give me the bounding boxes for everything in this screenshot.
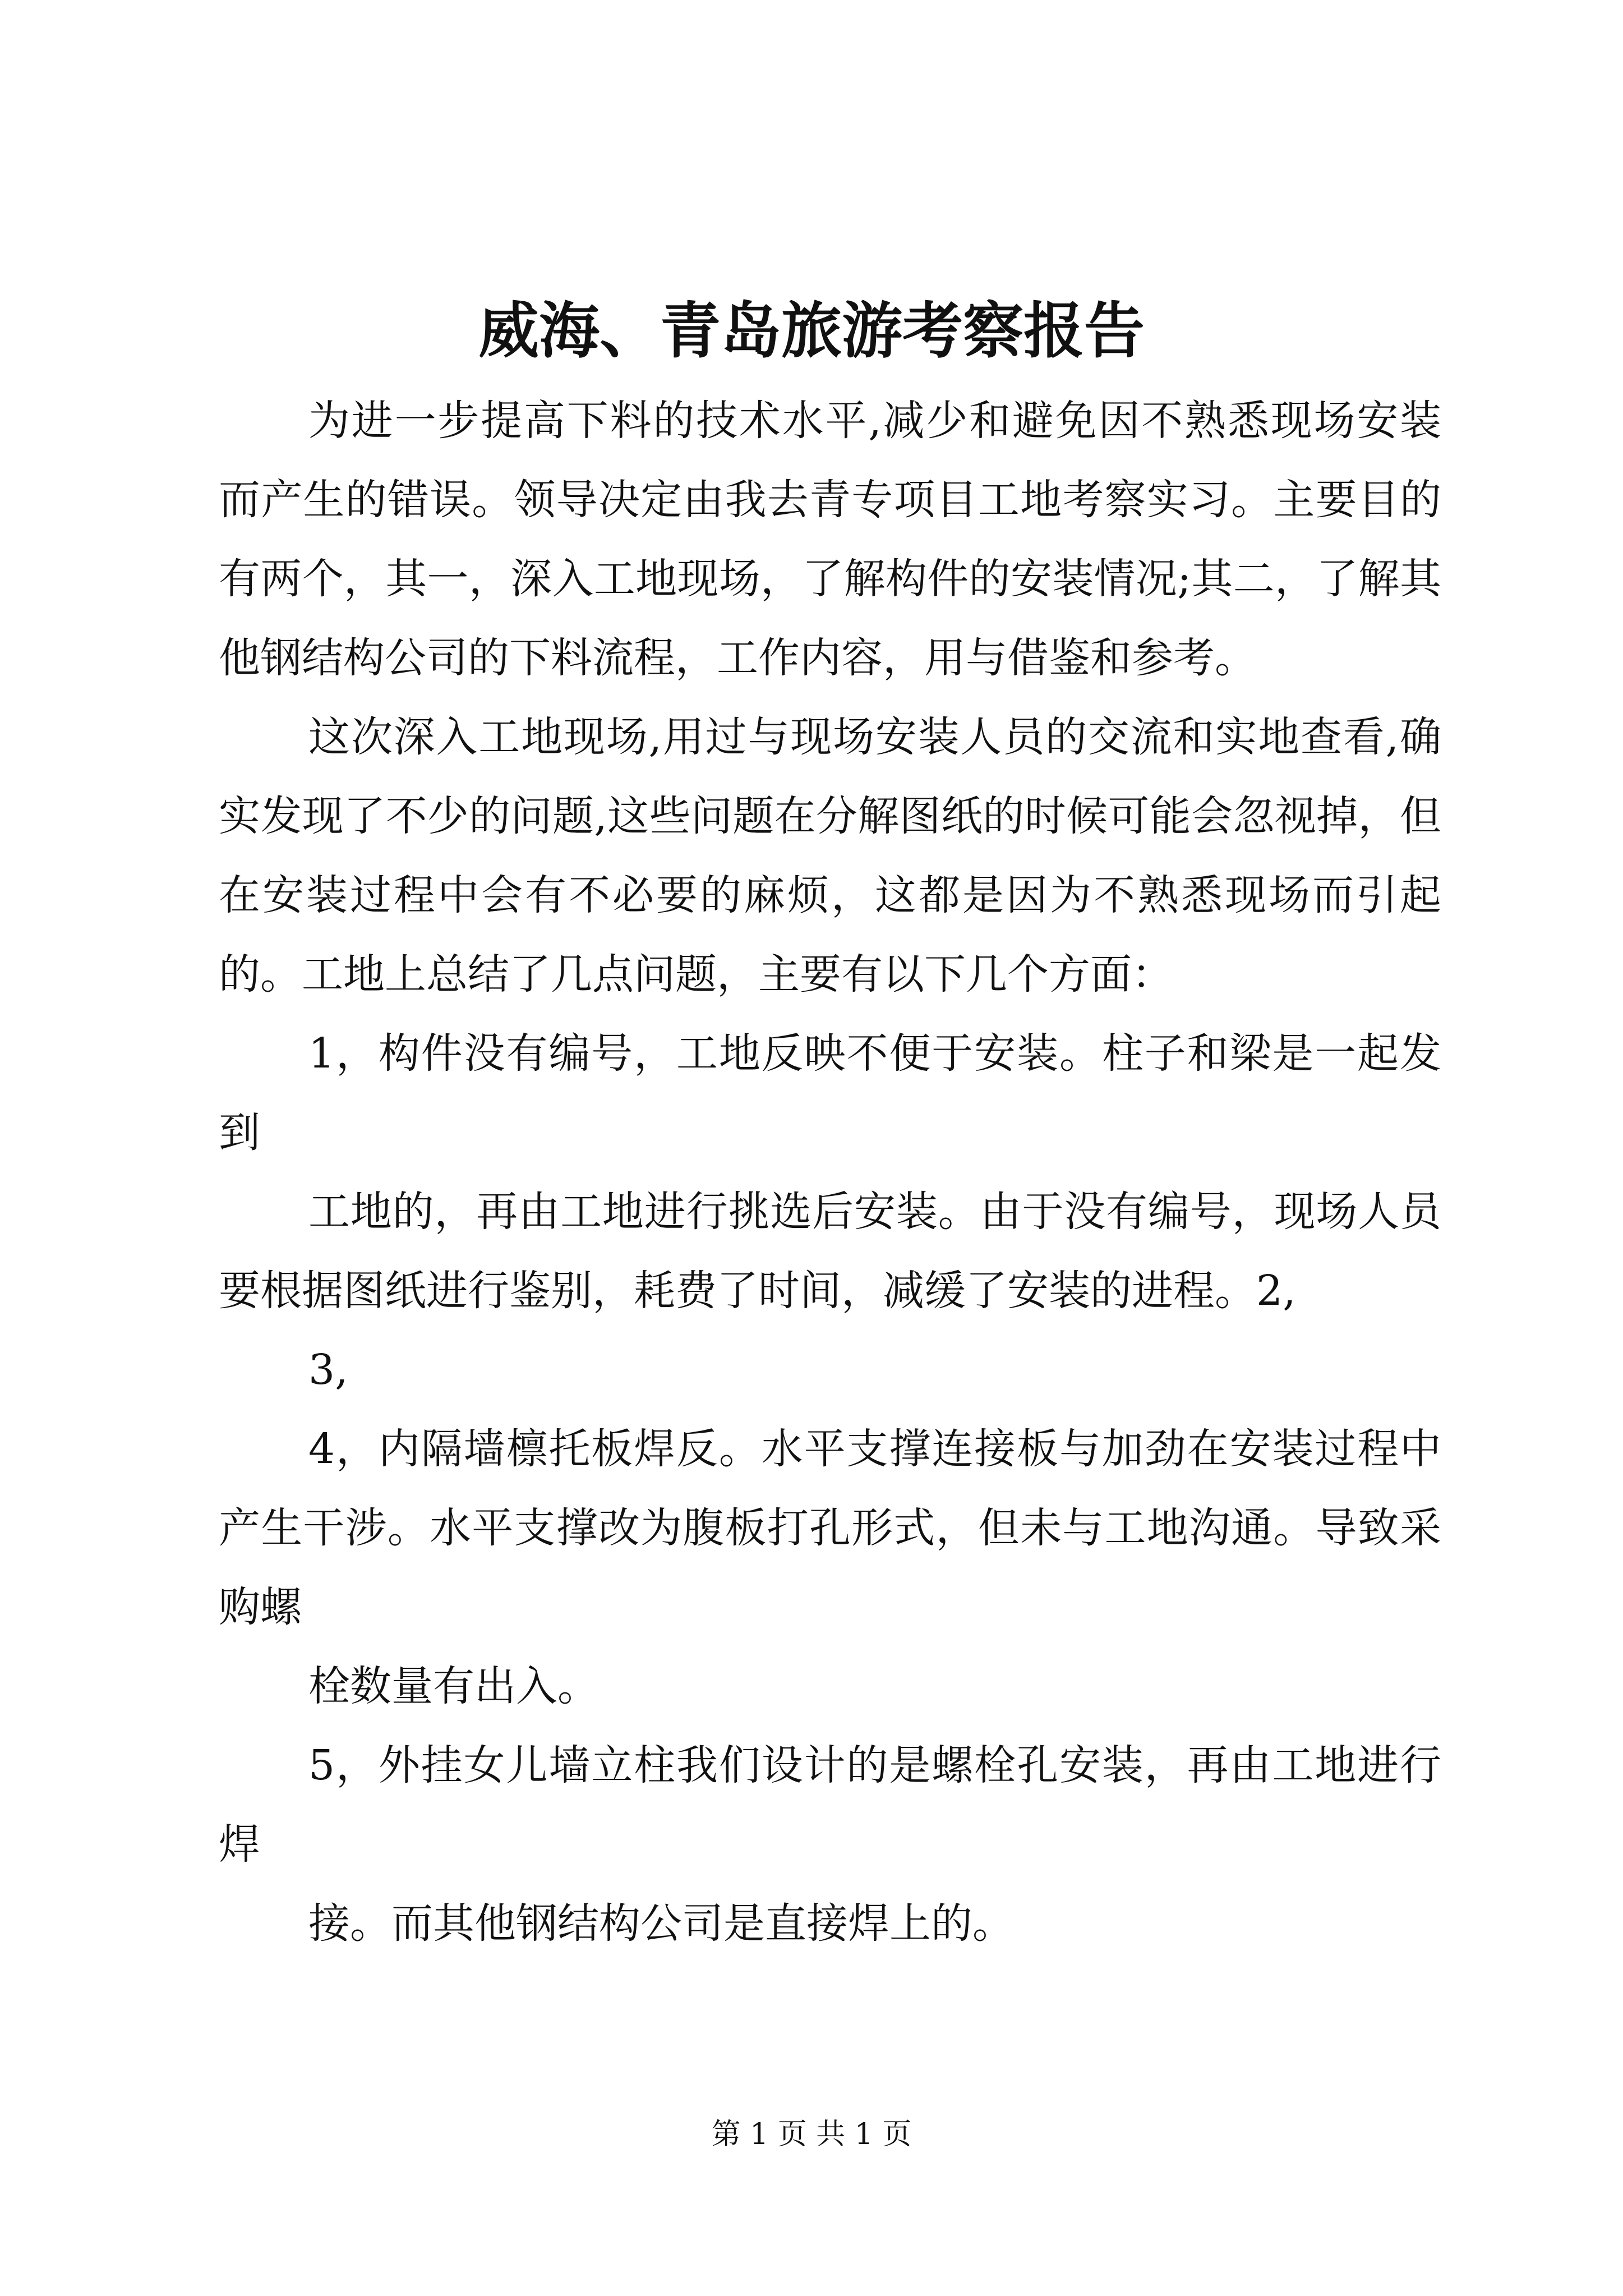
paragraph-9: 接。而其他钢结构公司是直接焊上的。 (308, 1899, 1014, 1948)
paragraph-5: 3, (308, 1346, 348, 1394)
paragraph-7: 栓数量有出入。 (308, 1662, 599, 1710)
page-number-footer: 第 1 页 共 1 页 (711, 2118, 912, 2151)
paragraph-6: 4，内隔墙檩托板焊反。水平支撑连接板与加劲在安装过程中产生干涉。水平支撑改为腹板打孔形式，但未与工地沟通。导致采购螺 (219, 1425, 1441, 1631)
document-title: 威海、青岛旅游考察报告 (478, 296, 1145, 366)
document-body (219, 381, 1441, 1963)
paragraph-1: 为进一步提高下料的技术水平,减少和避免因不熟悉现场安装而产生的错误。领导决定由我去青专项目工地考察实习。主要目的有两个，其一，深入工地现场，了解构件的安装情况;其二，了解其他钢结构公司的下料流程，工作内容，用与借鉴和参考。 (219, 397, 1441, 682)
paragraph-8: 5，外挂女儿墙立柱我们设计的是螺栓孔安装，再由工地进行焊 (219, 1741, 1441, 1869)
paragraph-4: 工地的，再由工地进行挑选后安装。由于没有编号，现场人员要根据图纸进行鉴别，耗费了时间，减缓了安装的进程。2, (219, 1188, 1441, 1315)
paragraph-2: 这次深入工地现场,用过与现场安装人员的交流和实地查看,确实发现了不少的问题,这些问题在分解图纸的时候可能会忽视掉，但在安装过程中会有不必要的麻烦，这都是因为不熟悉现场而引起的。工地上总结了几点问题，主要有以下几个方面： (219, 713, 1441, 999)
paragraph-3: 1，构件没有编号，工地反映不便于安装。柱子和梁是一起发到 (219, 1029, 1441, 1157)
